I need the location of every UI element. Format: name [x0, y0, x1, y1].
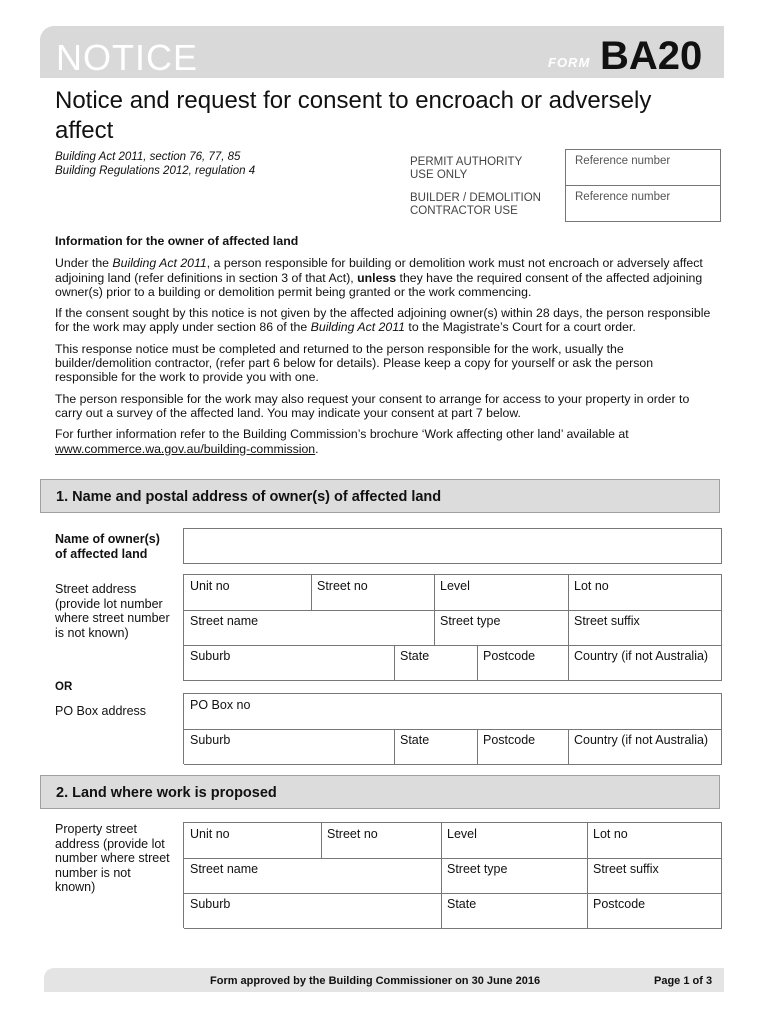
po-suburb-field[interactable] — [184, 729, 395, 765]
info-heading: Information for the owner of affected land — [55, 234, 299, 248]
street-address-label — [55, 582, 170, 640]
property-street-type-label: Street type — [447, 862, 508, 876]
property-state-field[interactable] — [441, 893, 588, 929]
property-postcode-label: Postcode — [593, 897, 646, 911]
po-box-no-field[interactable] — [184, 694, 722, 730]
info-p1-unless: unless — [357, 270, 397, 285]
po-postcode-label: Postcode — [483, 733, 536, 747]
property-address-grid — [183, 822, 722, 928]
owner-street-no-label: Street no — [317, 579, 368, 593]
section-2-title: 2. Land where work is proposed — [56, 785, 277, 801]
street-address-label-line4: is not known) — [55, 625, 129, 640]
form-code: BA20 — [600, 34, 703, 78]
info-p1-text-c: they have the required consent of the affected adjoining owner(s) prior to a building or demolition permit being granted or the work commencing. — [55, 270, 703, 299]
po-postcode-field[interactable] — [477, 729, 569, 765]
owner-street-type-label: Street type — [440, 614, 501, 628]
builder-label — [410, 192, 541, 218]
owner-street-name-field[interactable] — [184, 610, 435, 646]
po-state-label: State — [400, 733, 430, 747]
po-country-field[interactable] — [568, 729, 722, 765]
owner-name-label-line2: of affected land — [55, 546, 148, 561]
property-suburb-label: Suburb — [190, 897, 231, 911]
owner-country-field[interactable] — [568, 645, 722, 681]
info-p2-text-b: to the Magistrate’s Court for a court order. — [405, 320, 636, 335]
property-street-type-field[interactable] — [441, 858, 588, 894]
owner-address-grid — [183, 574, 722, 681]
info-paragraph-1 — [55, 256, 715, 299]
owner-suburb-label: Suburb — [190, 649, 231, 663]
property-street-no-label: Street no — [327, 827, 378, 841]
permit-authority-label — [410, 156, 522, 182]
owner-level-label: Level — [440, 579, 470, 593]
permit-authority-reference-field[interactable] — [565, 149, 721, 186]
property-level-field[interactable] — [441, 823, 588, 859]
property-postcode-field[interactable] — [587, 893, 722, 929]
builder-label-line1: BUILDER / DEMOLITION — [410, 192, 541, 204]
property-unit-no-label: Unit no — [190, 827, 230, 841]
builder-reference-placeholder: Reference number — [575, 191, 671, 203]
street-address-label-line3: where street number — [55, 611, 170, 625]
builder-label-line2: CONTRACTOR USE — [410, 205, 518, 217]
property-street-name-label: Street name — [190, 862, 259, 876]
owner-name-field[interactable] — [183, 528, 722, 564]
or-separator: OR — [55, 681, 73, 693]
info-p2-text-a: If the consent sought by this notice is not given by the affected adjoining owner(s) within 28 days, the person responsible for the work may apply under section 86 of the — [55, 306, 711, 335]
property-unit-no-field[interactable] — [184, 823, 322, 859]
property-level-label: Level — [447, 827, 477, 841]
owner-state-label: State — [400, 649, 430, 663]
property-address-label-line3: number where street — [55, 851, 170, 865]
owner-street-type-field[interactable] — [434, 610, 569, 646]
po-box-label: PO Box address — [55, 704, 147, 718]
property-state-label: State — [447, 897, 477, 911]
property-lot-no-field[interactable] — [587, 823, 722, 859]
street-address-label-line2: (provide lot number — [55, 596, 163, 611]
street-address-label-line1: Street address — [55, 582, 137, 596]
owner-name-label-line1: Name of owner(s) — [55, 532, 160, 546]
owner-lot-no-label: Lot no — [574, 579, 609, 593]
property-address-label — [55, 822, 170, 895]
legislation-references — [55, 150, 255, 178]
owner-unit-no-field[interactable] — [184, 575, 312, 611]
info-paragraph-5 — [55, 427, 715, 456]
owner-postcode-label: Postcode — [483, 649, 536, 663]
property-address-label-line1: Property street — [55, 822, 137, 836]
owner-level-field[interactable] — [434, 575, 569, 611]
footer-approval-text: Form approved by the Building Commissioner on 30 June 2016 — [210, 975, 541, 987]
info-block — [55, 234, 715, 463]
info-p2-act: Building Act 2011 — [310, 320, 405, 335]
info-p1-act: Building Act 2011 — [112, 256, 207, 271]
po-box-grid — [183, 693, 722, 764]
property-address-label-line5: known) — [55, 880, 96, 894]
permit-authority-label-line2: USE ONLY — [410, 169, 468, 181]
owner-street-suffix-field[interactable] — [568, 610, 722, 646]
owner-state-field[interactable] — [394, 645, 478, 681]
info-p5-text-b: . — [315, 441, 319, 456]
property-address-label-line2: address (provide lot — [55, 836, 165, 851]
owner-postcode-field[interactable] — [477, 645, 569, 681]
owner-lot-no-field[interactable] — [568, 575, 722, 611]
info-paragraph-4: The person responsible for the work may also request your consent to arrange for access to your property in order to carry out a survey of the affected land. You may indicate your consent at part 7 below. — [55, 391, 690, 420]
property-lot-no-label: Lot no — [593, 827, 628, 841]
po-suburb-label: Suburb — [190, 733, 231, 747]
section-1-title: 1. Name and postal address of owner(s) of affected land — [56, 489, 442, 505]
owner-street-name-label: Street name — [190, 614, 259, 628]
permit-authority-label-line1: PERMIT AUTHORITY — [410, 156, 523, 168]
po-country-label: Country (if not Australia) — [574, 733, 709, 747]
legislation-regulation: Building Regulations 2012, regulation 4 — [55, 165, 256, 177]
builder-reference-field[interactable] — [565, 185, 721, 222]
building-commission-link[interactable]: www.commerce.wa.gov.au/building-commission — [55, 441, 316, 456]
owner-suburb-field[interactable] — [184, 645, 395, 681]
page-number: Page 1 of 3 — [654, 975, 713, 987]
permit-authority-reference-placeholder: Reference number — [575, 155, 671, 167]
property-street-suffix-field[interactable] — [587, 858, 722, 894]
page-title: Notice and request for consent to encroach or adversely affect — [55, 87, 652, 144]
property-address-label-line4: number is not — [55, 865, 131, 880]
owner-name-label — [55, 532, 160, 561]
info-p1-text-a: Under the — [55, 256, 113, 271]
po-box-no-label: PO Box no — [190, 698, 251, 712]
property-street-name-field[interactable] — [184, 858, 442, 894]
notice-heading: NOTICE — [56, 37, 199, 78]
property-suburb-field[interactable] — [184, 893, 442, 929]
po-state-field[interactable] — [394, 729, 478, 765]
property-street-no-field[interactable] — [321, 823, 442, 859]
owner-unit-no-label: Unit no — [190, 579, 230, 593]
info-p1-text-b: , a person responsible for building or demolition work must not encroach or adversely affect adjoining land (refer definitions in section 3 of that Act), — [55, 256, 703, 285]
form-label: FORM — [548, 55, 591, 70]
owner-country-label: Country (if not Australia) — [574, 649, 709, 663]
owner-street-no-field[interactable] — [311, 575, 435, 611]
legislation-act: Building Act 2011, section 76, 77, 85 — [55, 151, 241, 163]
property-street-suffix-label: Street suffix — [593, 862, 659, 876]
info-p5-text-a: For further information refer to the Building Commission’s brochure ‘Work affecting other land’ available at — [55, 427, 629, 442]
info-paragraph-2 — [55, 306, 715, 335]
owner-street-suffix-label: Street suffix — [574, 614, 640, 628]
info-paragraph-3: This response notice must be completed and returned to the person responsible for the work, usually the builder/demolition contractor, (refer part 6 below for details). Please keep a copy for yourself or ask the person responsible for the work to provide you with one. — [55, 341, 654, 385]
